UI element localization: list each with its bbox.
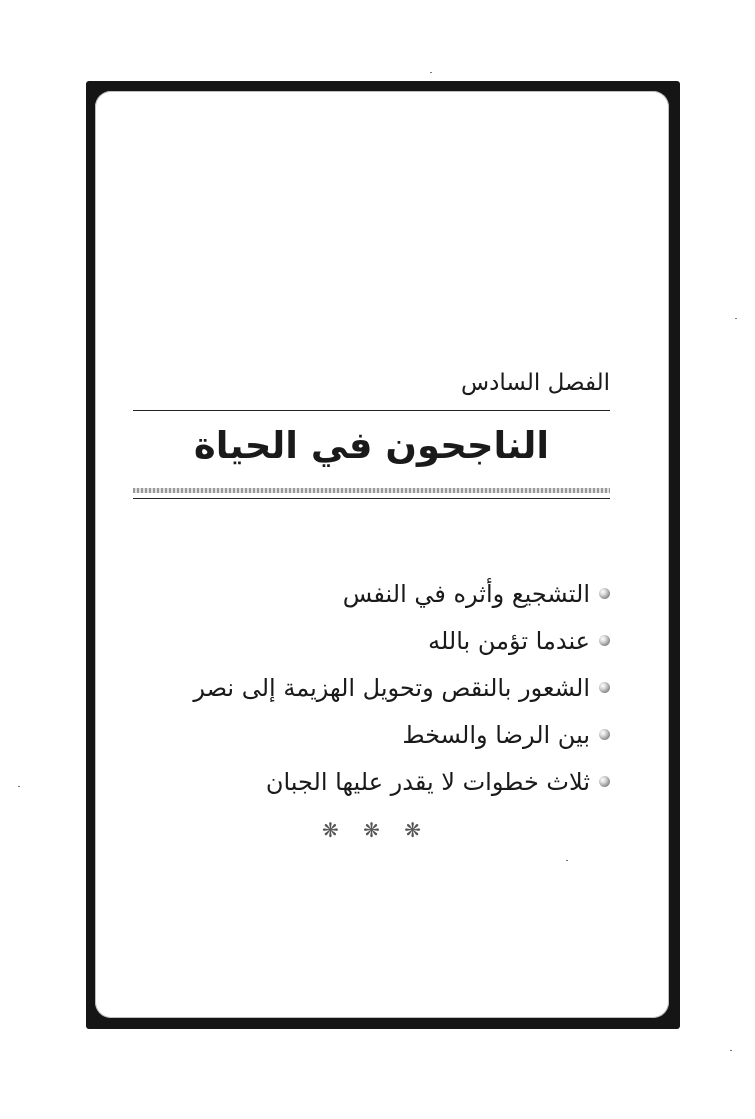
topic-text: ثلاث خطوات لا يقدر عليها الجبان	[265, 767, 590, 796]
topic-text: بين الرضا والسخط	[402, 720, 590, 749]
scan-speck	[730, 1050, 732, 1051]
ornament-icon: ❋	[404, 818, 421, 842]
topic-text: الشعور بالنقص وتحويل الهزيمة إلى نصر	[193, 673, 590, 702]
topic-item	[90, 570, 610, 617]
chapter-title-row	[133, 424, 610, 468]
scan-speck	[566, 860, 568, 861]
title-rules	[133, 488, 610, 502]
topic-item	[90, 664, 610, 711]
ornament-icon: ❋	[363, 818, 380, 842]
scan-speck	[735, 318, 737, 319]
bullet-icon	[599, 729, 610, 740]
bullet-icon	[599, 776, 610, 787]
topics-list	[90, 570, 610, 805]
bullet-icon	[599, 682, 610, 693]
bullet-icon	[599, 635, 610, 646]
topic-item	[90, 617, 610, 664]
ornament-icon: ❋	[321, 818, 339, 842]
topics-container	[133, 570, 610, 810]
topic-text: عندما تؤمن بالله	[428, 626, 590, 655]
ornaments-row	[133, 818, 610, 844]
header-rule-container	[133, 410, 610, 411]
scan-speck	[18, 786, 20, 787]
chapter-title: الناجحون في الحياة	[193, 424, 550, 467]
page-frame	[95, 91, 669, 1018]
ornament-divider	[133, 818, 610, 842]
header-rule	[133, 410, 610, 411]
topic-item	[90, 758, 610, 805]
scan-speck	[430, 72, 432, 73]
bullet-icon	[599, 588, 610, 599]
hatched-rule	[133, 488, 610, 493]
chapter-label-row	[133, 368, 610, 398]
title-underline-rule	[133, 498, 610, 499]
topic-text: التشجيع وأثره في النفس	[342, 579, 590, 608]
chapter-label: الفصل السادس	[461, 370, 610, 396]
topic-item	[90, 711, 610, 758]
